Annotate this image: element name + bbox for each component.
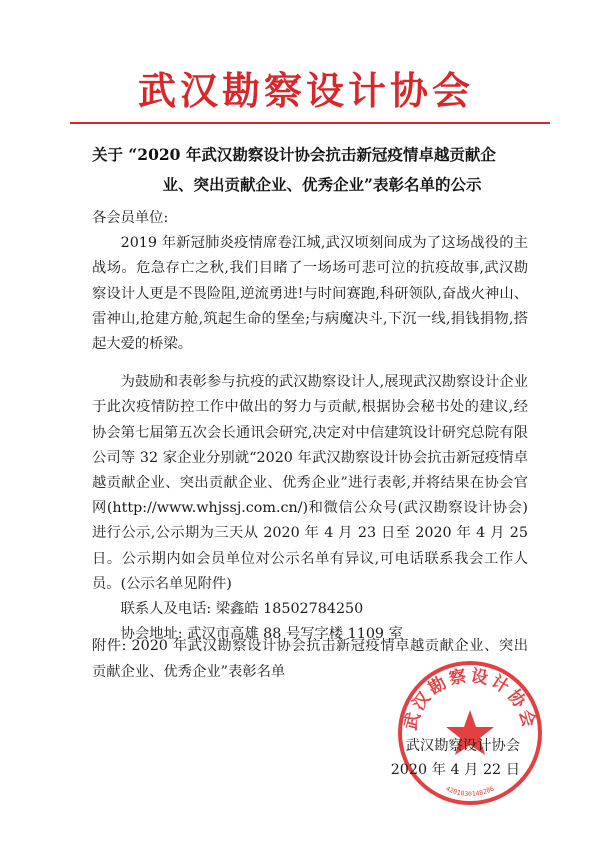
- document-body: [92, 206, 528, 647]
- signature-organization: 武汉勘察设计协会: [405, 738, 520, 754]
- appendix-note: 附件: 2020 年武汉勘察设计协会抗击新冠疫情卓越贡献企业、突出贡献企业、优秀企业”表彰名单: [92, 638, 528, 680]
- signature-date: 2020 年 4 月 22 日: [390, 762, 520, 778]
- paragraph-gap: [92, 357, 528, 370]
- letterhead-title: 武汉勘察设计协会: [137, 69, 474, 113]
- seal-serial-number: 4201030148286: [444, 784, 496, 799]
- seal-arc-text: 武汉勘察设计协会: [400, 665, 540, 733]
- paragraph-1: 2019 年新冠肺炎疫情席卷江城,武汉顷刻间成为了这场战役的主战场。危急存亡之秋,我们目睹了一场场可悲可泣的抗疫故事,武汉勘察设计人更是不畏险阻,逆流勇进!与时间赛跑,科研领队,奋战火神山、雷神山,抢建方舱,筑起生命的堡垒;与病魔决斗,下沉一线,捐钱捐物,搭起大爱的桥梁。: [92, 235, 528, 353]
- paragraph-2: 为鼓励和表彰参与抗疫的武汉勘察设计人,展现武汉勘察设计企业于此次疫情防控工作中做出的努力与贡献,根据协会秘书处的建议,经协会第七届第五次会长通讯会研究,决定对中信建筑设计研究总院有限公司等 32 家企业分别就“2020 年武汉勘察设计协会抗击新冠疫情卓越贡献企业、突出贡献企业、优秀企业”进行表彰,并将结果在协会官网(http://www.whjssj.com.cn/)和微信公众号(武汉勘察设计协会)进行公示,公示期为三天从 2020 年 4 月 23 日至 2020 年 4 月 25 日。公示期内如会员单位对公示名单有异议,可电话联系我会工作人员。(公示名单见附件): [92, 374, 528, 592]
- contact-line: 联系人及电话: 梁鑫皓 18502784250: [120, 601, 364, 618]
- document-title: [92, 140, 552, 200]
- official-seal-stamp: [395, 658, 545, 808]
- address-line: 协会地址: 武汉市高雄 88 号写字楼 1109 室: [120, 626, 403, 643]
- signature-block: [391, 734, 520, 782]
- salutation: 各会员单位:: [92, 210, 169, 226]
- letterhead-divider: [70, 122, 550, 124]
- title-line-2: 业、突出贡献企业、优秀企业”表彰名单的公示: [162, 175, 482, 194]
- title-line-1: 关于 “2020 年武汉勘察设计协会抗击新冠疫情卓越贡献企: [92, 145, 496, 164]
